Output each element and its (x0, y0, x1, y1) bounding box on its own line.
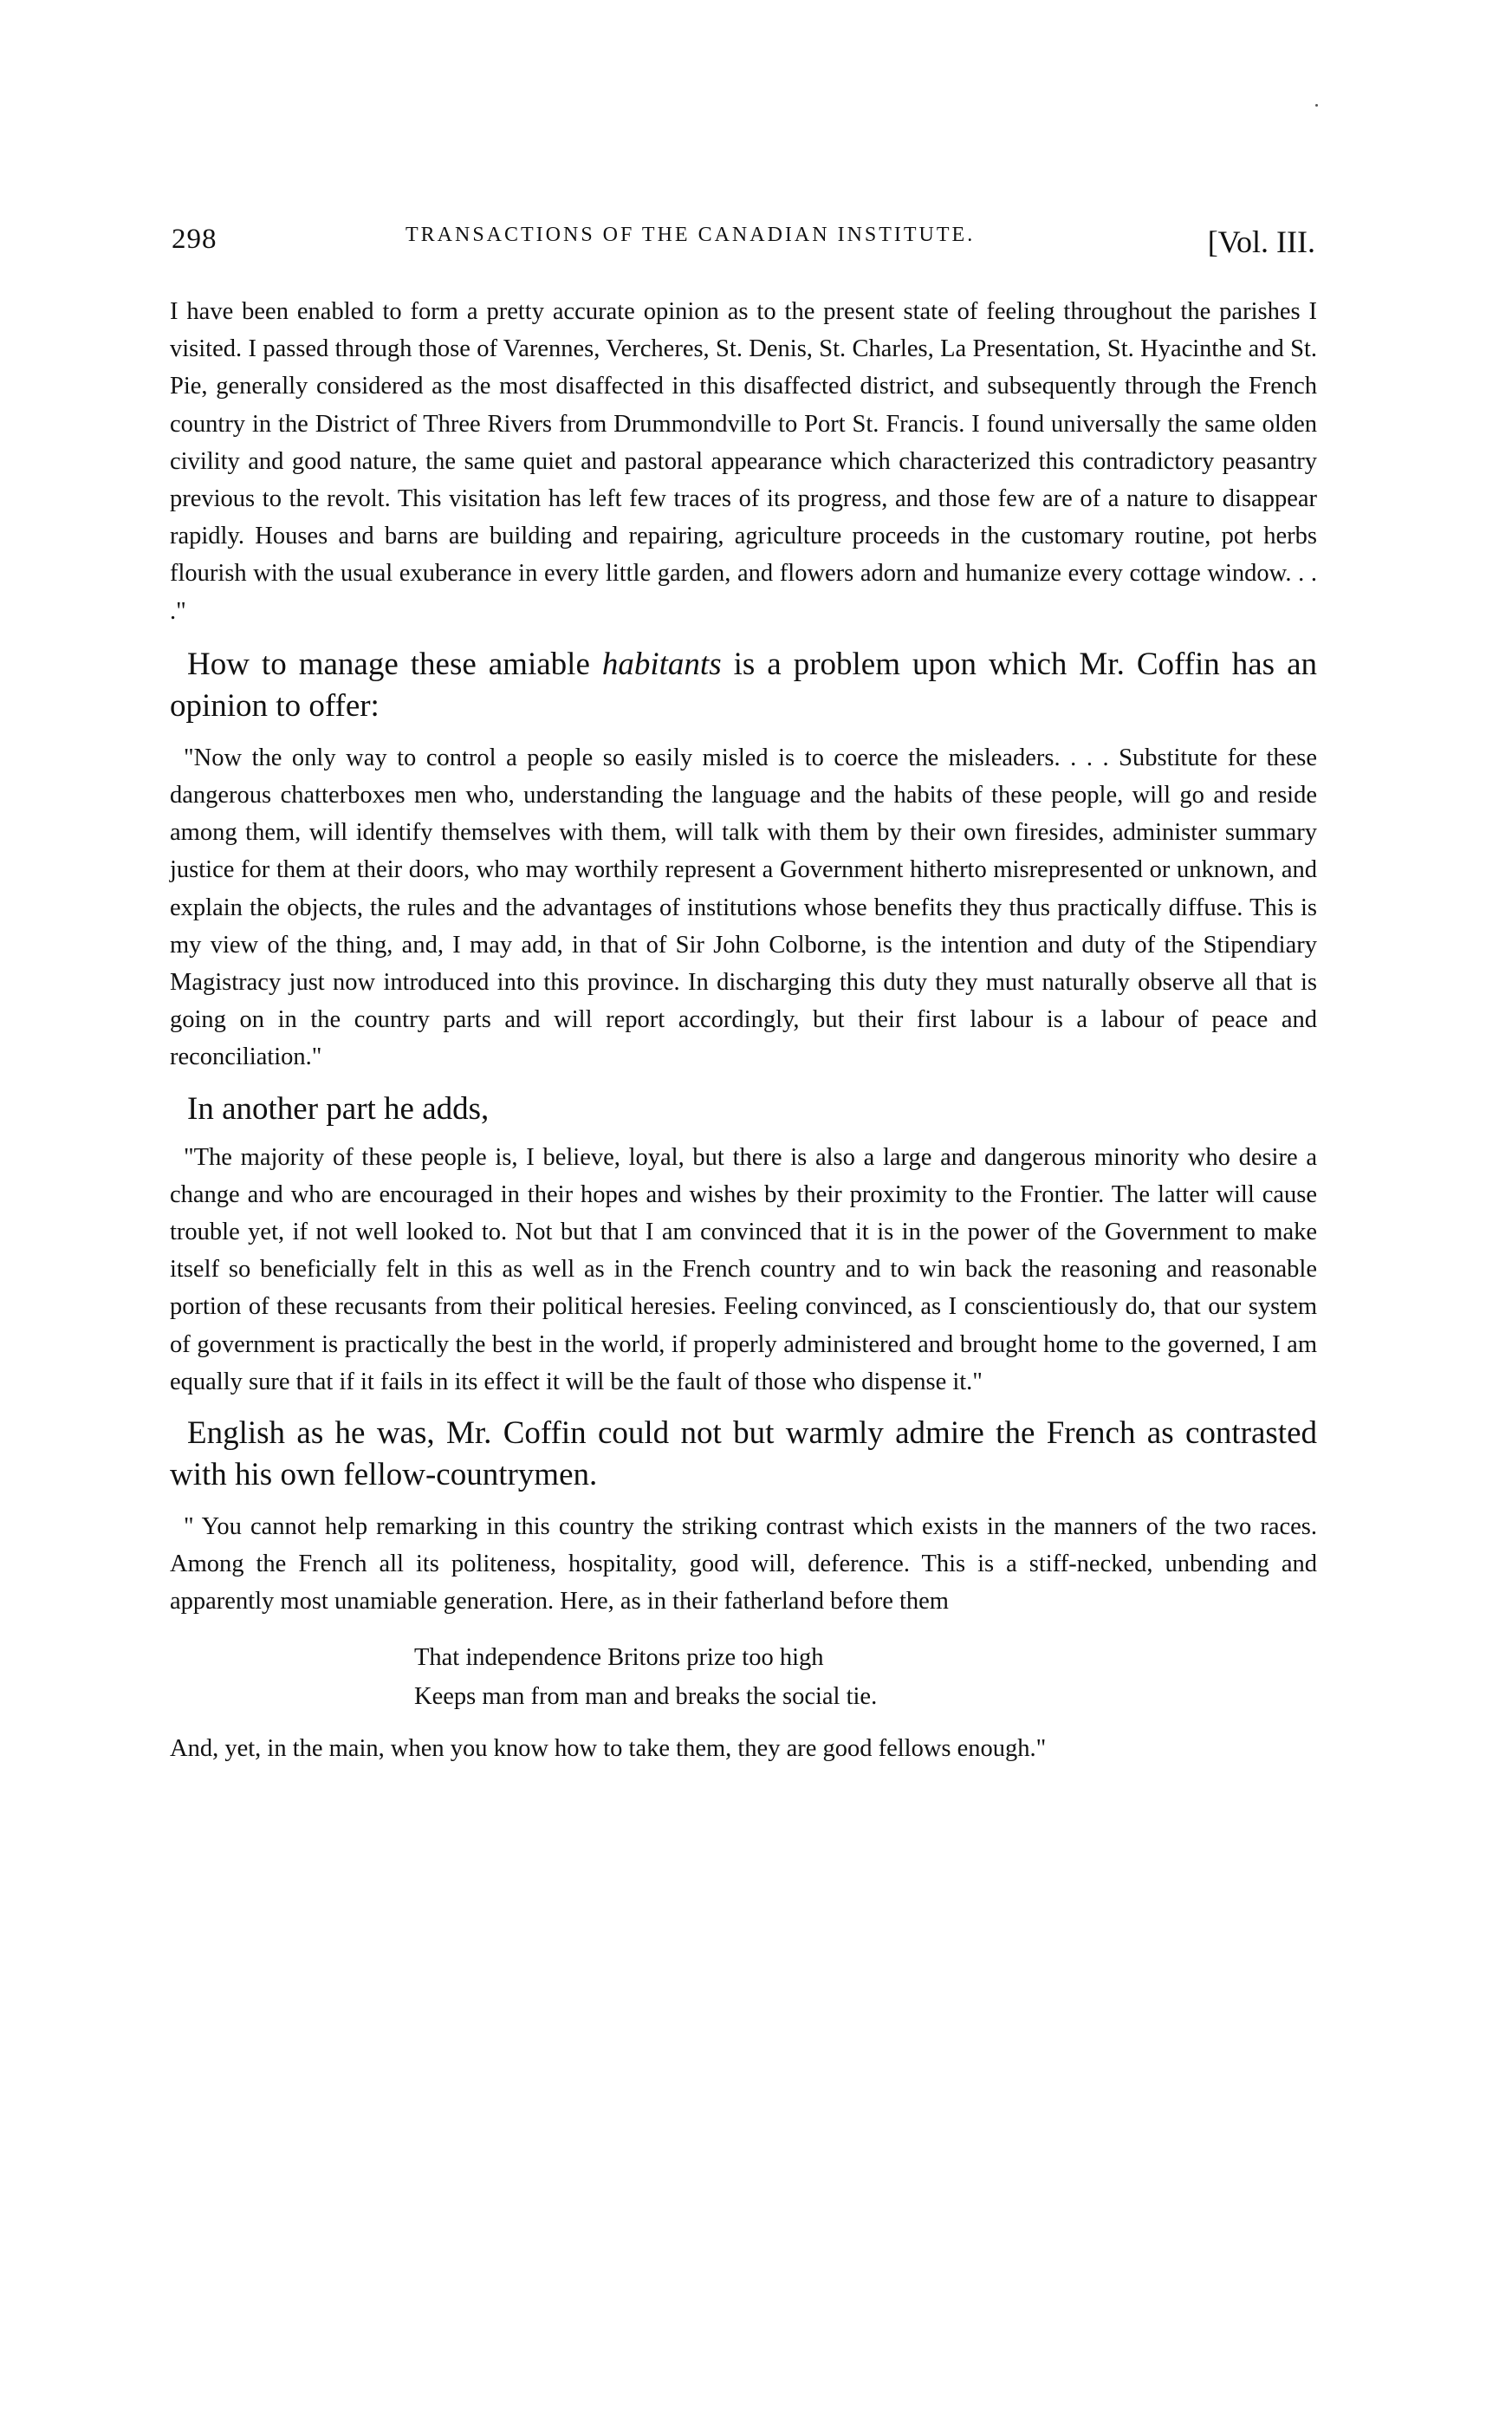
page-number: 298 (172, 224, 217, 255)
narrative-paragraph-3: English as he was, Mr. Coffin could not but warmly admire the French as contrasted with his own fellow-countrymen. (170, 1415, 1317, 1493)
verse-line-1: That independence Britons prize too high (414, 1643, 824, 1671)
italic-term: habitants (601, 646, 722, 682)
narrative-text: How to manage these amiable (187, 646, 602, 682)
quote-paragraph-4: " You cannot help remarking in this country the striking contrast which exists in the manners of the two races. Among the French all its politeness, hospitality, good will, deference. This is a stiff-necked, unbending and apparently most unamiable generation. Here, as in their fatherland before them (170, 1513, 1317, 1616)
verse-block (170, 1638, 1317, 1716)
verse-line-2: Keeps man from man and breaks the social tie. (414, 1682, 878, 1710)
narrative-paragraph-1 (170, 644, 1317, 727)
narrative-paragraph-2: In another part he adds, (187, 1090, 490, 1127)
body-text (170, 293, 1317, 1767)
quote-paragraph-5: And, yet, in the main, when you know how to take them, they are good fellows enough." (170, 1734, 1047, 1762)
narrative-text: is a problem upon which Mr. Coffin has an opinion to offer: (170, 646, 1317, 724)
quote-paragraph-2: "Now the only way to control a people so easily misled is to coerce the misleaders. . . . Substitute for these dangerous chatterboxes men who, understanding the language and the habits of these people, will go and reside among them, will identify themselves with them, will talk with them by their own firesides, administer summary justice for them at their doors, who may worthily represent a Government hitherto misrepresented or unknown, and explain the objects, the rules and the advantages of institutions whose benefits they thus practically diffuse. This is my view of the thing, and, I may add, in that of Sir John Colborne, is the intention and duty of the Stipendiary Magistracy just now introduced into this province. In discharging this duty they must naturally observe all that is going on in the country parts and will report accordingly, but their first labour is a labour of peace and reconciliation." (170, 744, 1317, 1071)
quote-paragraph-1: I have been enabled to form a pretty accurate opinion as to the present state of feeling throughout the parishes I visited. I passed through those of Varennes, Vercheres, St. Denis, St. Charles, La Presentation, St. Hyacinthe and St. Pie, generally considered as the most disaffected in this disaffected district, and subsequently through the French country in the District of Three Rivers from Drummondville to Port St. Francis. I found universally the same olden civility and good nature, the same quiet and pastoral appearance which characterized this contradictory peasantry previous to the revolt. This visitation has left few traces of its progress, and those few are of a nature to disappear rapidly. Houses and barns are building and repairing, agriculture proceeds in the customary routine, pot herbs flourish with the usual exuberance in every little garden, and flowers adorn and humanize every cottage window. . . ." (170, 298, 1317, 625)
volume-label: [Vol. III. (1207, 224, 1315, 259)
running-header (172, 224, 1315, 267)
speck-mark (1315, 104, 1318, 107)
journal-title: TRANSACTIONS OF THE CANADIAN INSTITUTE. (406, 224, 976, 246)
quote-paragraph-3: "The majority of these people is, I believe, loyal, but there is also a large and dangerous minority who desire a change and who are encouraged in their hopes and wishes by their proximity to the Frontier. The latter will cause trouble yet, if not well looked to. Not but that I am convinced that it is in the power of the Government to make itself so beneficially felt in this as well as in the French country and to win back the reasoning and reasonable portion of these recusants from their political heresies. Feeling convinced, as I conscientiously do, that our system of government is practically the best in the world, if properly administered and brought home to the governed, I am equally sure that if it fails in its effect it will be the fault of those who dispense it." (170, 1143, 1317, 1395)
